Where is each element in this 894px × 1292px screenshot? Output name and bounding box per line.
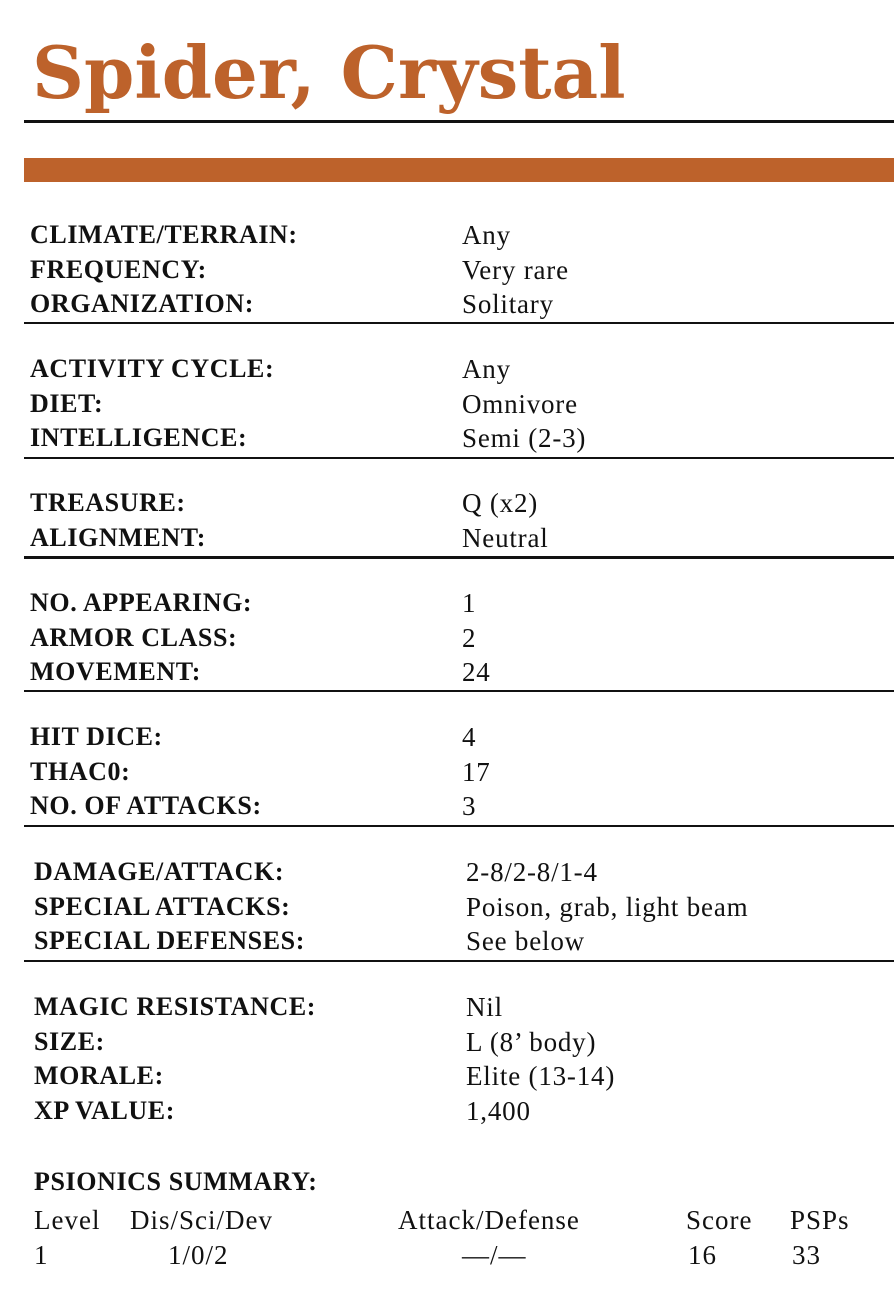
stat-row [34,926,894,961]
stat-label: ALIGNMENT: [30,522,206,552]
stat-value: 3 [462,791,477,821]
stat-label: HIT DICE: [30,722,163,751]
psionics-header-attack-defense: Attack/Defense [398,1205,580,1235]
stat-group-treasure [30,488,894,557]
stat-label: THAC0: [30,756,131,786]
stat-value: Very rare [462,254,569,285]
stat-group-combat [30,722,894,826]
section-divider [24,690,894,692]
stat-row [30,757,894,792]
psionics-header-dis-sci-dev: Dis/Sci/Dev [130,1205,273,1235]
section-divider [24,960,894,962]
psionics-value-attack-defense: —/— [462,1240,527,1270]
stat-label: DAMAGE/ATTACK: [34,857,285,886]
stat-label: SPECIAL ATTACKS: [34,891,291,921]
stat-value: Q (x2) [462,488,539,518]
stat-value: Solitary [462,289,554,319]
stat-value: 1,400 [466,1095,531,1126]
stat-label: NO. OF ATTACKS: [30,791,262,820]
stat-row [30,623,894,658]
stat-value: 1 [462,588,477,618]
stat-value: 2-8/2-8/1-4 [466,857,598,887]
stat-value: Elite (13-14) [466,1061,616,1091]
stat-row [34,1096,894,1131]
stat-label: MORALE: [34,1061,164,1090]
stat-value: Omnivore [462,388,578,419]
stat-value: Any [462,354,511,384]
stat-label: ACTIVITY CYCLE: [30,354,275,383]
stat-row [34,1061,894,1096]
stat-value: 2 [462,622,477,653]
psionics-heading: PSIONICS SUMMARY: [34,1167,318,1196]
stat-row [30,389,894,424]
stat-value: Nil [466,992,503,1022]
stat-row [34,992,894,1027]
stat-row [30,722,894,757]
stat-row [30,289,894,324]
psionics-header-level: Level [34,1205,101,1235]
stat-row [30,488,894,523]
stat-row [30,523,894,558]
stat-value: 4 [462,722,477,752]
psionics-header-score: Score [686,1205,753,1235]
psionics-header-psps: PSPs [790,1205,850,1235]
stat-value: Semi (2-3) [462,423,587,453]
stat-group-appearing [30,588,894,692]
stat-row [30,423,894,458]
stat-row [34,892,894,927]
stat-value: Poison, grab, light beam [466,891,749,922]
stat-group-climate [30,220,894,324]
stat-label: SPECIAL DEFENSES: [34,926,305,955]
stat-group-activity [30,354,894,458]
stat-label: XP VALUE: [34,1095,175,1125]
section-divider [24,556,894,559]
stat-label: CLIMATE/TERRAIN: [30,220,298,249]
stat-value: L (8’ body) [466,1026,597,1057]
stat-row [30,791,894,826]
stat-value: 24 [462,657,491,687]
stat-row [34,857,894,892]
psionics-value-level: 1 [34,1240,49,1270]
stat-row [30,354,894,389]
stat-label: ARMOR CLASS: [30,622,238,652]
stat-row [30,588,894,623]
psionics-value-score: 16 [688,1240,717,1270]
section-divider [24,322,894,324]
stat-label: DIET: [30,388,104,418]
stat-row [34,1027,894,1062]
stat-label: INTELLIGENCE: [30,423,248,452]
stat-label: MAGIC RESISTANCE: [34,992,317,1021]
section-divider [24,825,894,827]
page-title: Spider, Crystal [32,30,626,115]
accent-bar [24,158,894,182]
stat-label: FREQUENCY: [30,254,207,284]
stat-label: ORGANIZATION: [30,289,255,318]
stat-value: Any [462,220,511,250]
stat-label: SIZE: [34,1026,105,1056]
stat-value: 17 [462,756,491,787]
stat-group-attacks [34,857,894,961]
stat-group-resistance [34,992,894,1130]
section-divider [24,457,894,459]
title-rule [24,120,894,123]
stat-label: MOVEMENT: [30,657,202,686]
stat-value: Neutral [462,522,549,553]
psionics-value-dis-sci-dev: 1/0/2 [168,1240,229,1270]
stat-label: TREASURE: [30,488,186,517]
stat-row [30,255,894,290]
stat-value: See below [466,926,585,956]
stat-row [30,220,894,255]
psionics-value-psps: 33 [792,1240,821,1270]
stat-label: NO. APPEARING: [30,588,253,617]
stat-row [30,657,894,692]
